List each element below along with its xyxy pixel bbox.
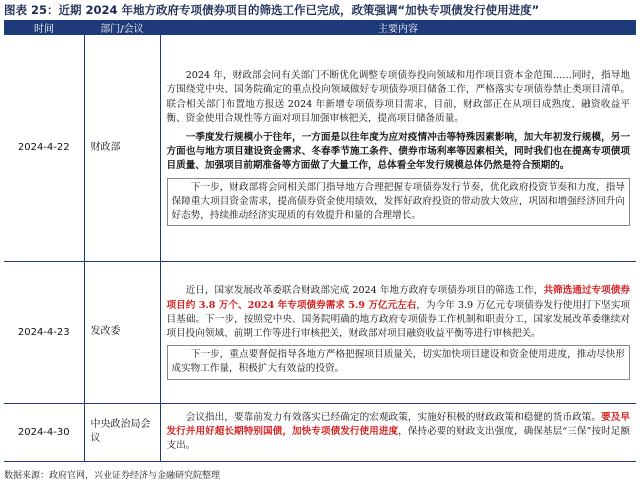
table-header-row [4, 20, 636, 35]
header-dept: 部门/会议 [84, 20, 160, 35]
content-paragraph: 2024 年，财政部会同有关部门不断优化调整专项债券投向领域和用作项目资本金范围……同时，指导地方围绕党中央、国务院确定的重点投向领域做好专项债券项目储备工作，严格落实专项债券禁止类项目清单。联合相关部门布置地方报送 2024 年新增专项债券项目需求，目前，财政部正在从项目成熟度、融资收益平衡、资金使用合规性等方面对项目加强审核把关，提高项目储备质量。 [166, 70, 630, 124]
row-date: 2024-4-30 [4, 403, 84, 461]
row-content [160, 261, 636, 403]
highlight-red-text: 要及早发行并用好超长期特别国债，加快专项债发行使用进度 [166, 411, 631, 437]
highlight-red-text: 共筛选通过专项债券项目约 3.8 万个、2024 年专项债券需求 5.9 万亿元左右 [166, 285, 631, 311]
header-time: 时间 [4, 20, 84, 35]
header-content: 主要内容 [160, 20, 636, 35]
row-date: 2024-4-23 [4, 261, 84, 403]
table-row [4, 261, 636, 403]
row-content [160, 35, 636, 261]
row-dept: 中央政治局会议 [84, 403, 160, 461]
row-dept: 财政部 [84, 35, 160, 261]
row-dept: 发改委 [84, 261, 160, 403]
text-segment: 近日，国家发展改革委联合财政部完成 2024 年地方政府专项债券项目的筛选工作， [185, 285, 544, 297]
table-row [4, 35, 636, 261]
content-paragraph-bold: 一季度发行规模小于往年，一方面是以往年度为应对疫情冲击等特殊因素影响，加大年初发行规模，另一方面也与地方项目建设资金需求、冬春季节施工条件、债券市场利率等因素相关，同时我们也在提高专项债项目质量、加强项目前期准备等方面做了大量工作，总体看全年发行规模总体仍然是符合预期的。 [166, 132, 630, 172]
content-paragraph: 下一步，财政部将会同相关部门指导地方合理把握专项债券发行节奏，优化政府投资节奏和力度，指导保障重大项目资金需求，提高债券资金使用绩效，发挥好政府投资的带动放大效应，巩固和增强经济回升向好态势，持续推动经济实现质的有效提升和量的合理增长。 [171, 181, 625, 222]
policy-table [4, 20, 636, 462]
highlight-box [167, 178, 631, 227]
content-paragraph [167, 284, 631, 341]
text-segment: ，保持必要的财政支出强度，确保基层“三保”按时足额支出。 [166, 425, 630, 452]
highlight-box [167, 345, 631, 379]
row-date: 2024-4-22 [4, 35, 84, 261]
text-segment: ，为今年 3.9 万亿元专项债券发行使用打下坚实项目基础。下一步，按照党中央、国务院明确的地方政府专项债券工作机制和职责分工，国家发展改革委继续对项目投向领域、前期工作等进行审核把关，财政部对项目融资收益平衡等进行审核把关。 [166, 299, 630, 339]
row-content [160, 403, 636, 461]
source-note: 数据来源：政府官网，兴业证券经济与金融研究院整理 [4, 471, 221, 481]
text-segment: 会议指出，要靠前发力有效落实已经确定的宏观政策，实施好积极的财政政策和稳健的货币政策。 [185, 411, 602, 423]
figure-title: 图表 25：近期 2024 年地方政府专项债券项目的筛选工作已完成，政策强调“加快专项债发行使用进度” [4, 3, 540, 17]
table-row [4, 403, 636, 461]
content-paragraph: 下一步，重点要督促指导各地方严格把握项目质量关，切实加快项目建设和资金使用进度，推动尽快形成实物工作量，积极扩大有效益的投资。 [171, 349, 625, 375]
content-paragraph [167, 411, 631, 454]
